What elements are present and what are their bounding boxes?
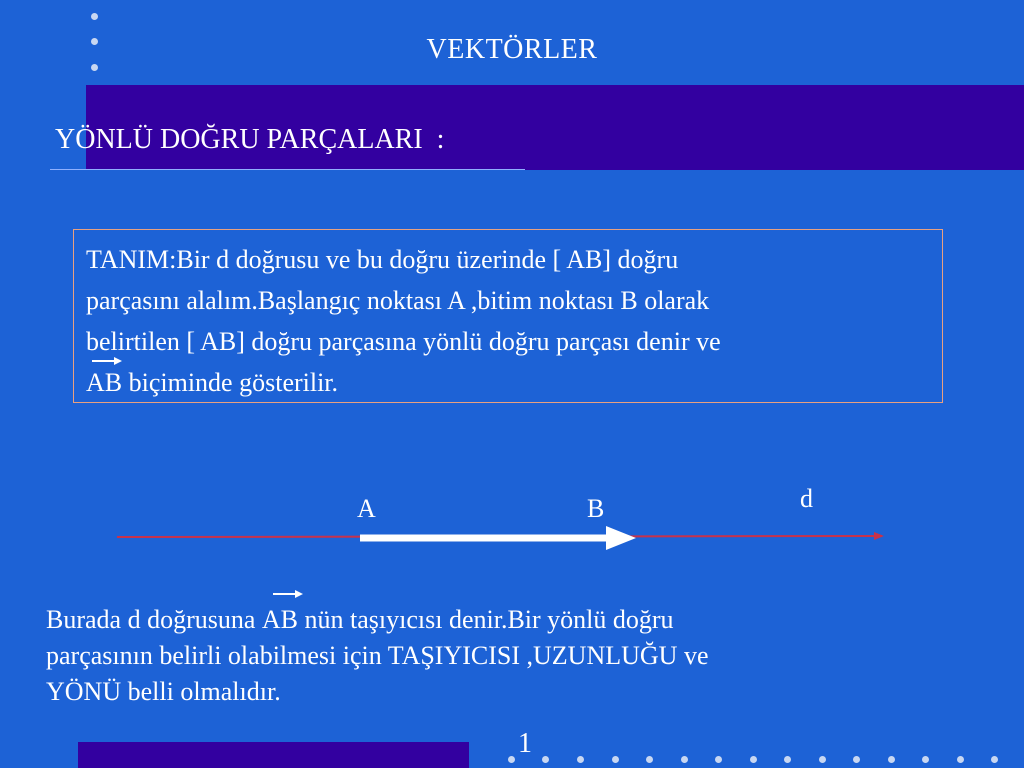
- decor-dot: [681, 756, 688, 763]
- section-subtitle: YÖNLÜ DOĞRU PARÇALARI :: [55, 124, 445, 155]
- decor-dot: [91, 13, 98, 20]
- explanation-line-1-before: Burada d doğrusuna: [46, 605, 262, 634]
- explanation-line-1-after: nün taşıyıcısı denir.Bir yönlü doğru: [298, 605, 674, 634]
- point-b-label: B: [587, 494, 605, 523]
- line-d-label: d: [800, 484, 813, 513]
- definition-line-2: parçasını alalım.Başlangıç noktası A ,bitim noktası B olarak: [86, 286, 710, 315]
- decor-dot: [991, 756, 998, 763]
- decor-dot: [750, 756, 757, 763]
- definition-line-3: belirtilen [ AB] doğru parçasına yönlü doğru parçası denir ve: [86, 327, 721, 356]
- decor-dot: [888, 756, 895, 763]
- decor-dot: [922, 756, 929, 763]
- decor-dot: [508, 756, 515, 763]
- explanation-text: [46, 602, 976, 710]
- vector-arrow-icon: [270, 590, 306, 598]
- decor-dot: [612, 756, 619, 763]
- vector-ab-label: AB: [86, 368, 123, 397]
- decor-dot: [853, 756, 860, 763]
- vector-diagram: [0, 470, 1024, 570]
- definition-text: [86, 239, 936, 403]
- point-a-label: A: [357, 494, 376, 523]
- bottom-band: [78, 742, 469, 768]
- vector-ab-notation-2: [262, 602, 298, 638]
- definition-line-1: TANIM:Bir d doğrusu ve bu doğru üzerinde [ AB] doğru: [86, 245, 679, 274]
- vector-ab-label-2: AB: [261, 605, 299, 634]
- vector-ab-notation: [86, 362, 122, 403]
- decor-dot: [715, 756, 722, 763]
- explanation-line-1: [46, 602, 976, 638]
- explanation-line-2: parçasının belirli olabilmesi için TAŞIYICISI ,UZUNLUĞU ve: [46, 641, 709, 670]
- slide-title: VEKTÖRLER: [426, 34, 598, 65]
- vector-diagram-svg: [0, 470, 1024, 570]
- definition-line-4: [86, 362, 936, 403]
- explanation-line-3: YÖNÜ belli olmalıdır.: [46, 677, 281, 706]
- decor-dot: [542, 756, 549, 763]
- page-number: 1: [518, 728, 532, 759]
- line-d-arrowhead: [874, 532, 884, 540]
- decor-dot: [646, 756, 653, 763]
- decor-dot: [819, 756, 826, 763]
- subtitle-underline: [50, 169, 525, 170]
- decor-dot: [957, 756, 964, 763]
- decor-dot: [577, 756, 584, 763]
- decor-dot: [784, 756, 791, 763]
- definition-line-4-rest: biçiminde gösterilir.: [122, 368, 339, 397]
- vector-ab-arrowhead: [606, 526, 636, 550]
- vector-arrow-icon: [92, 357, 122, 365]
